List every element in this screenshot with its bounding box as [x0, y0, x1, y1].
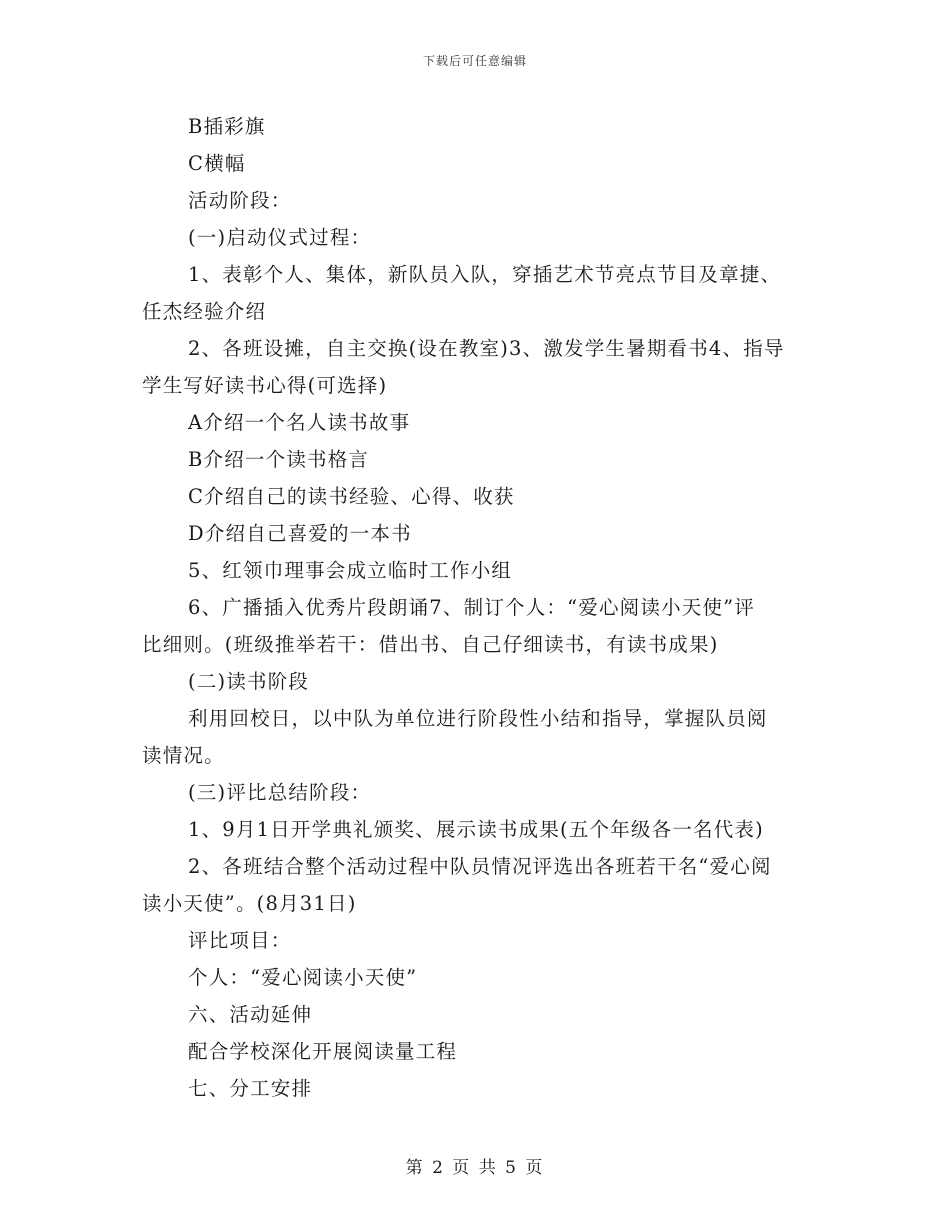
paragraph-line: 个人：“爱心阅读小天使”: [188, 966, 418, 989]
paragraph-line-continuation: 比细则。(班级推举若干：借出书、自己仔细读书，有读书成果): [142, 633, 719, 656]
paragraph-line: 活动阶段：: [188, 189, 292, 212]
paragraph-line: B介绍一个读书格言: [188, 448, 370, 471]
paragraph-line: B插彩旗: [188, 115, 266, 138]
paragraph-line-continuation: 任杰经验介绍: [142, 300, 267, 323]
section-heading: 七、分工安排: [188, 1077, 313, 1100]
paragraph-line: D介绍自己喜爱的一本书: [188, 522, 412, 545]
paragraph-line: A介绍一个名人读书故事: [188, 411, 411, 434]
paragraph-line: 6、广播插入优秀片段朗诵7、制订个人：“爱心阅读小天使”评: [188, 596, 756, 619]
paragraph-line: 配合学校深化开展阅读量工程: [188, 1040, 458, 1063]
paragraph-line: 2、各班设摊，自主交换(设在教室)3、激发学生暑期看书4、指导: [188, 337, 785, 360]
paragraph-line: 评比项目：: [188, 929, 292, 952]
section-heading: (一)启动仪式过程：: [188, 226, 372, 249]
document-body: [142, 108, 812, 1107]
paragraph-line-continuation: 学生写好读书心得(可选择): [142, 374, 388, 397]
paragraph-line: 1、表彰个人、集体，新队员入队，穿插艺术节亮点节目及章捷、: [188, 263, 782, 286]
paragraph-line-continuation: 读情况。: [142, 744, 225, 767]
page-number-footer: 第 2 页 共 5 页: [405, 1158, 545, 1178]
paragraph-line: 1、9月1日开学典礼颁奖、展示读书成果(五个年级各一名代表): [188, 818, 764, 841]
paragraph-line: C介绍自己的读书经验、心得、收获: [188, 485, 515, 508]
section-heading: (二)读书阶段: [188, 670, 310, 693]
paragraph-line: C横幅: [188, 152, 246, 175]
section-heading: 六、活动延伸: [188, 1003, 313, 1026]
page-header: 下载后可任意编辑: [422, 54, 527, 68]
paragraph-line: 5、红领巾理事会成立临时工作小组: [188, 559, 513, 582]
section-heading: (三)评比总结阶段：: [188, 781, 372, 804]
paragraph-line: 利用回校日，以中队为单位进行阶段性小结和指导，掌握队员阅: [188, 707, 768, 730]
paragraph-line: 2、各班结合整个活动过程中队员情况评选出各班若干名“爱心阅: [188, 855, 772, 878]
paragraph-line-continuation: 读小天使”。(8月31日): [142, 892, 357, 915]
